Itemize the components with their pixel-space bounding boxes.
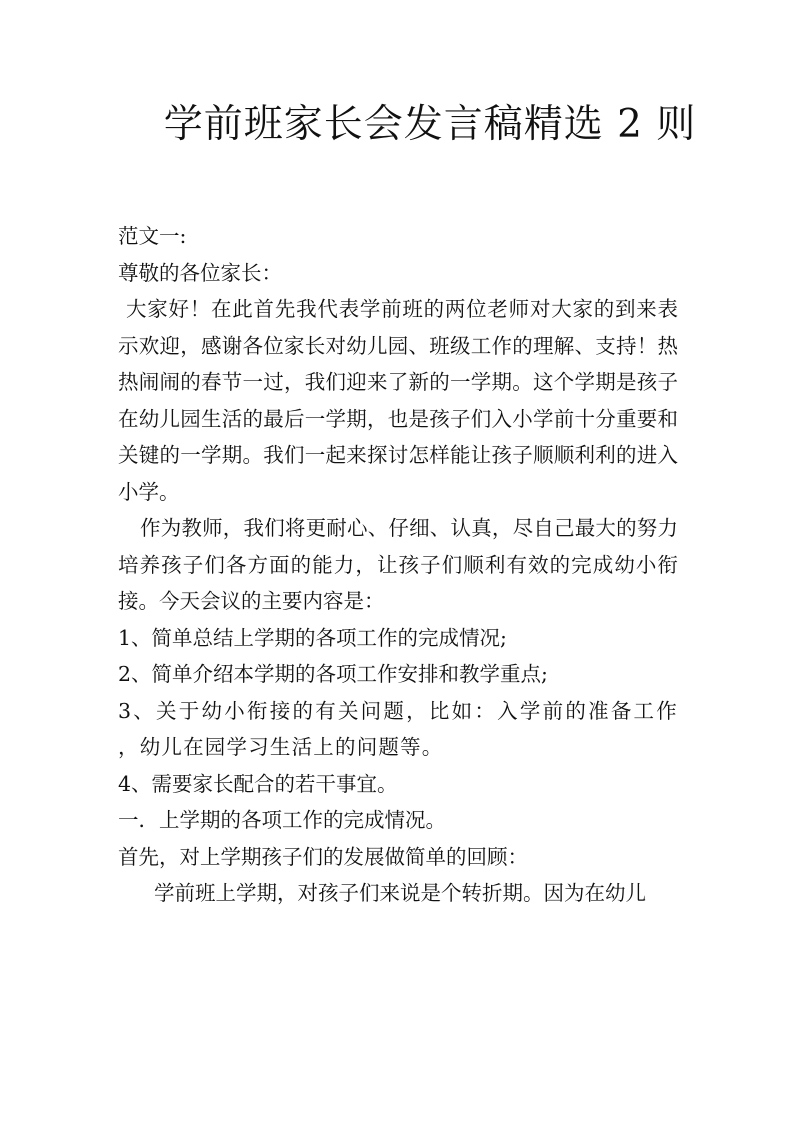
list-item: 3、关于幼小衔接的有关问题，比如：入学前的准备工作 ，幼儿在园学习生活上的问题等。 <box>118 698 678 759</box>
list-item: 4、需要家长配合的若干事宜。 <box>118 771 398 796</box>
paragraph: 尊敬的各位家长： <box>118 260 282 285</box>
paragraph: 范文一: <box>118 224 187 248</box>
paragraph: 大家好！在此首先我代表学前班的两位老师对大家的到来表示欢迎，感谢各位家长对幼儿园、班级工作的理解、支持！热热闹闹的春节一过，我们迎来了新的一学期。这个学期是孩子在幼儿园生活的最后一学期，也是孩子们入小学前十分重要和关键的一学期。我们一起来探讨怎样能让孩子顺顺利利的进入小学。 <box>118 297 678 504</box>
document-body <box>118 218 678 912</box>
section-heading: 一．上学期的各项工作的完成情况。 <box>118 808 446 832</box>
paragraph: 学前班上学期，对孩子们来说是个转折期。因为在幼儿 <box>154 881 646 905</box>
list-item: 2、简单介绍本学期的各项工作安排和教学重点; <box>118 662 548 686</box>
paragraph: 首先，对上学期孩子们的发展做简单的回顾： <box>118 844 528 869</box>
list-item: 1、简单总结上学期的各项工作的完成情况; <box>118 625 507 650</box>
document-title: 学前班家长会发言稿精选 2 则 <box>163 102 697 147</box>
paragraph: 作为教师，我们将更耐心、仔细、认真，尽自己最大的努力培养孩子们各方面的能力，让孩子们顺利有效的完成幼小衔接。今天会议的主要内容是： <box>118 516 678 613</box>
